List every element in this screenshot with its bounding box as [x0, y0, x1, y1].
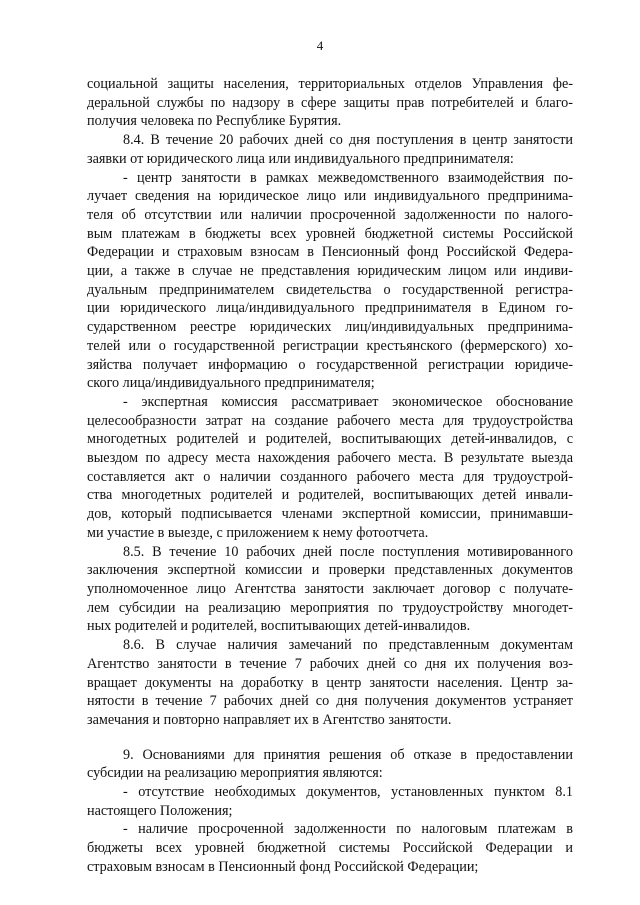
text-line: деральной службы по надзору в сфере защиты прав потребителей и благо-: [87, 94, 573, 111]
text-line: - центр занятости в рамках межведомственного взаимодействия по-: [123, 169, 573, 186]
text-line: вращает документы на доработку в центр занятости населения. Центр за-: [87, 674, 573, 691]
text-line: замечания и повторно направляет их в Агентство занятости.: [87, 711, 452, 728]
text-line: настоящего Положения;: [87, 802, 233, 819]
text-line: лем субсидии на реализацию мероприятия по трудоустройству многодет-: [87, 599, 573, 616]
text-line: вым платежам в бюджеты всех уровней бюджетной системы Российской: [87, 225, 573, 242]
text-line: - наличие просроченной задолженности по налоговым платежам в: [123, 821, 573, 838]
paragraph-expert-commission: [87, 393, 573, 543]
text-line: страховым взносам в Пенсионный фонд Российской Федерации;: [87, 858, 479, 875]
text-line: дуальным предпринимателем свидетельства о государственной регистра-: [87, 281, 573, 298]
text-line: заявки от юридического лица или индивидуального предпринимателя:: [87, 150, 514, 167]
text-line: ского лица/индивидуального предпринимателя;: [87, 375, 375, 392]
text-line: выездом по адресу места нахождения рабочего места. В результате выезда: [87, 450, 573, 467]
text-line: дов, который подписывается членами экспертной комиссии, принимавши-: [87, 506, 573, 523]
document-body: [87, 75, 573, 877]
text-line: получия человека по Республике Бурятия.: [87, 113, 342, 130]
text-line: бюджеты всех уровней бюджетной системы Российской Федерации и: [87, 840, 573, 857]
paragraph-8-4: [87, 131, 573, 168]
text-line: - экспертная комиссия рассматривает экономическое обоснование: [123, 393, 573, 410]
text-line: 8.5. В течение 10 рабочих дней после поступления мотивированного: [123, 543, 573, 560]
text-line: теля об отсутствии или наличии просроченной задолженности по налого-: [87, 206, 573, 223]
text-line: ных родителей и родителей, воспитывающих детей-инвалидов.: [87, 618, 471, 635]
text-line: - отсутствие необходимых документов, установленных пунктом 8.1: [123, 784, 573, 801]
text-line: ства многодетных родителей и родителей, воспитывающих детей инвали-: [87, 487, 573, 504]
text-line: ми участие в выезде, с приложением к нему фотоотчета.: [87, 524, 429, 541]
text-line: 8.6. В случае наличия замечаний по представленным документам: [123, 637, 573, 654]
paragraph-overdue-debt: [87, 820, 573, 876]
text-line: нятости в течение 7 рабочих дней со дня получения документов устраняет: [87, 693, 573, 710]
paragraph-social-protection: [87, 75, 573, 131]
text-line: 9. Основаниями для принятия решения об отказе в предоставлении: [123, 746, 573, 763]
paragraph-8-6: [87, 636, 573, 730]
text-line: телей или о государственной регистрации крестьянского (фермерского) хо-: [87, 337, 573, 354]
text-line: лучает сведения на юридическое лицо или индивидуального предпринима-: [87, 188, 573, 205]
paragraph-employment-center: [87, 169, 573, 393]
text-line: ции, а также в случае не представления юридическим лицом или индиви-: [87, 263, 573, 280]
text-line: сударственном реестре юридических лиц/индивидуальных предпринима-: [87, 319, 573, 336]
text-line: зяйства получает информацию о государственной регистрации юридиче-: [87, 356, 573, 373]
paragraph-missing-documents: [87, 783, 573, 820]
text-line: 8.4. В течение 20 рабочих дней со дня поступления в центр занятости: [123, 132, 573, 149]
text-line: заключения экспертной комиссии и проверки представленных документов: [87, 562, 573, 579]
text-line: составляется акт о наличии созданного рабочего места для трудоустрой-: [87, 468, 573, 485]
paragraph-8-5: [87, 543, 573, 637]
paragraph-9: [87, 746, 573, 783]
section-spacer: [87, 730, 573, 746]
text-line: субсидии на реализацию мероприятия являются:: [87, 765, 383, 782]
page-number: 4: [316, 38, 324, 53]
text-line: Федерации и страховым взносам в Пенсионный фонд Российской Федера-: [87, 244, 573, 261]
text-line: целесообразности затрат на создание рабочего места для трудоустройства: [87, 412, 573, 429]
text-line: многодетных родителей и родителей, воспитывающих детей-инвалидов, с: [87, 431, 573, 448]
text-line: Агентство занятости в течение 7 рабочих дней со дня их получения воз-: [87, 655, 573, 672]
text-line: ции юридического лица/индивидуального предпринимателя в Едином го-: [87, 300, 573, 317]
text-line: социальной защиты населения, территориальных отделов Управления фе-: [87, 76, 573, 92]
text-line: уполномоченное лицо Агентства занятости заключает договор с получате-: [87, 580, 573, 597]
